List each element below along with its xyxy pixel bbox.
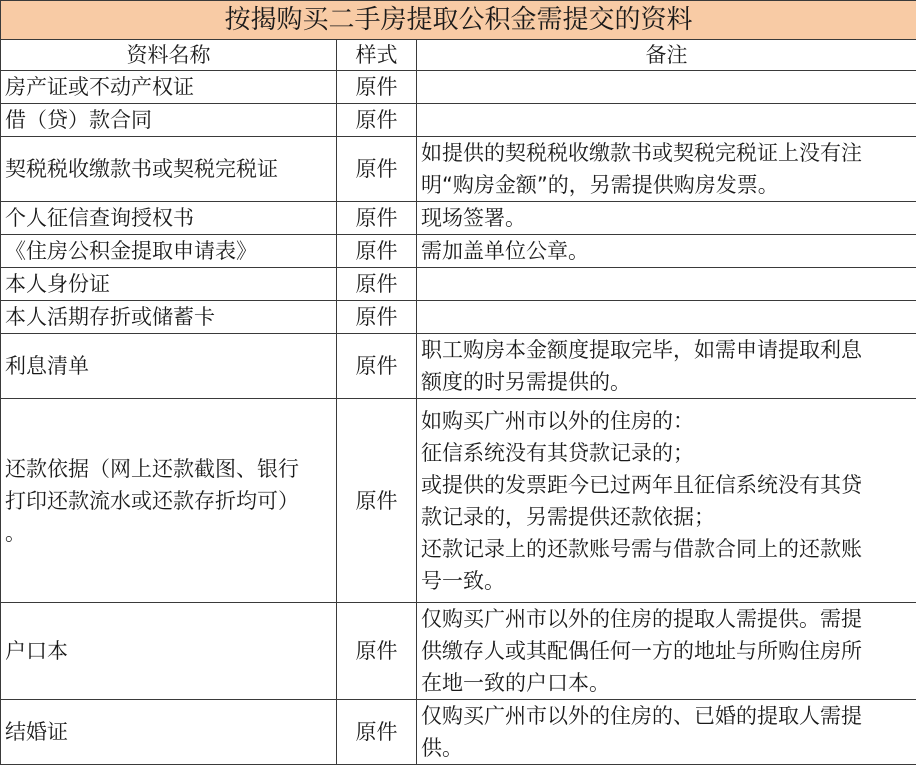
note-line: 职工购房本金额度提取完毕，如需申请提取利息 <box>421 334 912 366</box>
cell-material-name <box>1 202 337 235</box>
cell-note <box>417 137 916 202</box>
material-name-line: 房产证或不动产权证 <box>5 71 332 103</box>
cell-material-name <box>1 334 337 399</box>
cell-style: 原件 <box>337 202 417 235</box>
cell-material-name <box>1 268 337 301</box>
cell-note <box>417 399 916 603</box>
note-line: 仅购买广州市以外的住房的、已婚的提取人需提 <box>421 700 912 732</box>
header-note: 备注 <box>417 40 916 71</box>
cell-material-name <box>1 104 337 137</box>
material-name-line: 。 <box>5 517 332 549</box>
cell-note <box>417 71 916 104</box>
note-line: 或提供的发票距今已过两年且征信系统没有其贷 <box>421 469 912 501</box>
table-row <box>1 235 916 268</box>
cell-style: 原件 <box>337 137 417 202</box>
cell-style: 原件 <box>337 334 417 399</box>
cell-material-name <box>1 603 337 700</box>
note-line: 还款记录上的还款账号需与借款合同上的还款账 <box>421 533 912 565</box>
material-name-line: 打印还款流水或还款存折均可） <box>5 485 332 517</box>
note-line: 现场签署。 <box>421 202 912 234</box>
cell-note <box>417 235 916 268</box>
sheet-title: 按揭购买二手房提取公积金需提交的资料 <box>1 1 916 40</box>
cell-note <box>417 603 916 700</box>
cell-style: 原件 <box>337 700 417 765</box>
cell-material-name <box>1 137 337 202</box>
cell-material-name <box>1 235 337 268</box>
material-name-line: 个人征信查询授权书 <box>5 202 332 234</box>
table-row <box>1 334 916 399</box>
note-line: 如购买广州市以外的住房的： <box>421 405 912 437</box>
note-line: 征信系统没有其贷款记录的； <box>421 437 912 469</box>
header-row <box>1 40 916 71</box>
material-name-line: 结婚证 <box>5 716 332 748</box>
material-name-line: 《住房公积金提取申请表》 <box>5 235 332 267</box>
table-row <box>1 603 916 700</box>
note-line: 明“购房金额”的，另需提供购房发票。 <box>421 169 912 201</box>
cell-style: 原件 <box>337 301 417 334</box>
cell-material-name <box>1 399 337 603</box>
material-name-line: 利息清单 <box>5 350 332 382</box>
table-row <box>1 268 916 301</box>
material-name-line: 契税税收缴款书或契税完税证 <box>5 153 332 185</box>
cell-note <box>417 268 916 301</box>
cell-style: 原件 <box>337 71 417 104</box>
title-row <box>1 1 916 40</box>
material-name-line: 本人活期存折或储蓄卡 <box>5 301 332 333</box>
note-line: 供缴存人或其配偶任何一方的地址与所购住房所 <box>421 635 912 667</box>
note-line: 如提供的契税税收缴款书或契税完税证上没有注 <box>421 137 912 169</box>
cell-material-name <box>1 301 337 334</box>
note-line: 仅购买广州市以外的住房的提取人需提供。需提 <box>421 603 912 635</box>
cell-note <box>417 700 916 765</box>
cell-note <box>417 104 916 137</box>
note-line: 额度的时另需提供的。 <box>421 366 912 398</box>
material-name-line: 借（贷）款合同 <box>5 104 332 136</box>
cell-material-name <box>1 700 337 765</box>
table-row <box>1 301 916 334</box>
cell-note <box>417 301 916 334</box>
cell-style: 原件 <box>337 268 417 301</box>
cell-style: 原件 <box>337 235 417 268</box>
material-name-line: 户口本 <box>5 635 332 667</box>
material-name-line: 本人身份证 <box>5 268 332 300</box>
note-line: 供。 <box>421 732 912 764</box>
cell-style: 原件 <box>337 104 417 137</box>
table-row <box>1 104 916 137</box>
header-name: 资料名称 <box>1 40 337 71</box>
cell-style: 原件 <box>337 603 417 700</box>
note-line: 需加盖单位公章。 <box>421 235 912 267</box>
header-style: 样式 <box>337 40 417 71</box>
material-name-line: 还款依据（网上还款截图、银行 <box>5 453 332 485</box>
table-row <box>1 202 916 235</box>
table-row <box>1 399 916 603</box>
table-row <box>1 137 916 202</box>
cell-material-name <box>1 71 337 104</box>
note-line: 在地一致的户口本。 <box>421 667 912 699</box>
cell-note <box>417 334 916 399</box>
table-row <box>1 71 916 104</box>
note-line: 号一致。 <box>421 565 912 597</box>
cell-note <box>417 202 916 235</box>
table-row <box>1 700 916 765</box>
note-line: 款记录的，另需提供还款依据； <box>421 501 912 533</box>
cell-style: 原件 <box>337 399 417 603</box>
